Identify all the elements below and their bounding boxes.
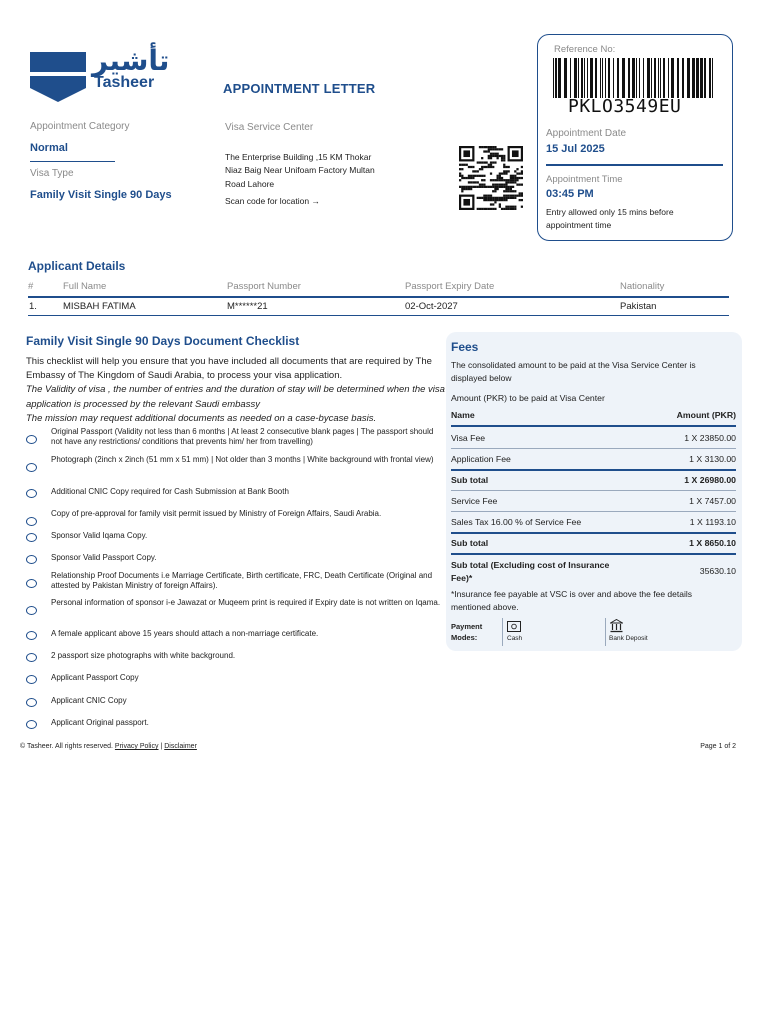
checklist-checkbox[interactable] — [26, 517, 37, 526]
bank-icon — [610, 619, 623, 633]
checklist-checkbox[interactable] — [26, 720, 37, 729]
applicant-row-number: 1. — [29, 301, 37, 312]
fee-row-amount: 1 X 8650.10 — [689, 538, 736, 548]
checklist-item-text: Photograph (2inch x 2inch (51 mm x 51 mm) | Not older than 3 months | White background with frontal view) — [51, 455, 434, 464]
vsc-address-line3: Road Lahore — [225, 179, 275, 189]
checklist-checkbox[interactable] — [26, 631, 37, 640]
fee-row — [451, 532, 736, 552]
checklist-intro — [26, 355, 446, 426]
applicant-row-passport: M******21 — [227, 301, 268, 312]
fee-row-rule — [451, 553, 736, 555]
fees-panel — [446, 332, 742, 651]
fee-row — [451, 427, 736, 447]
disclaimer-link[interactable]: Disclaimer — [164, 743, 197, 750]
location-qr-code[interactable] — [459, 146, 523, 210]
checklist-heading: Family Visit Single 90 Days Document Checklist — [26, 334, 300, 348]
payment-modes-label: Payment Modes: — [451, 622, 483, 642]
appointment-date-value: 15 Jul 2025 — [546, 143, 605, 155]
checklist-item-text: Personal information of sponsor i-e Jawazat or Muqeem print is required if Expiry date is not written on Iqama. — [51, 598, 441, 607]
checklist-checkbox[interactable] — [26, 489, 37, 498]
checklist-checkbox[interactable] — [26, 653, 37, 662]
checklist-checkbox[interactable] — [26, 606, 37, 615]
fee-row-name: Sub total — [451, 538, 489, 548]
payment-divider-2 — [605, 618, 606, 646]
reference-label: Reference No: — [554, 44, 616, 55]
checklist-item-text: Copy of pre-approval for family visit permit issued by Ministry of Foreign Affairs, Saudi Arabia. — [51, 509, 382, 518]
entry-note: Entry allowed only 15 mins before appointment time — [546, 207, 674, 230]
reference-barcode — [553, 58, 715, 98]
payment-divider-1 — [502, 618, 503, 646]
logo-latin-text: Tasheer — [94, 74, 155, 91]
fee-row-name: Application Fee — [451, 454, 511, 464]
page-title: APPOINTMENT LETTER — [223, 81, 376, 96]
col-number: # — [28, 281, 34, 292]
fee-row-amount: 1 X 26980.00 — [684, 475, 736, 485]
vsc-label: Visa Service Center — [225, 122, 314, 133]
applicant-row-name: MISBAH FATIMA — [63, 301, 136, 312]
fee-row-name: Visa Fee — [451, 433, 486, 443]
tasheer-logo-mark — [30, 52, 86, 102]
vsc-address-line2: Niaz Baig Near Unifoam Factory Multan — [225, 165, 375, 175]
applicant-details-heading: Applicant Details — [28, 259, 126, 273]
fee-row-amount: 1 X 23850.00 — [684, 433, 736, 443]
footer-copyright: © Tasheer. All rights reserved. — [20, 743, 113, 750]
category-divider — [30, 161, 115, 162]
appointment-date-label: Appointment Date — [546, 128, 627, 139]
fee-row-amount: 1 X 1193.10 — [689, 517, 736, 527]
insurance-note: *Insurance fee payable at VSC is over and above the fee details mentioned above. — [451, 589, 692, 612]
fee-row-name: Sub total — [451, 475, 489, 485]
privacy-policy-link[interactable]: Privacy Policy — [114, 743, 159, 750]
reference-divider — [546, 164, 723, 166]
checklist-intro-text: This checklist will help you ensure that you have included all documents that are required by The Embassy of The Kingdom of Saudi Arabia, to process your visa application. — [26, 356, 432, 382]
appointment-category-value: Normal — [30, 142, 68, 154]
checklist-intro-mission: The mission may request additional documents as needed on a case-bycase basis. — [26, 412, 377, 424]
footer-left — [20, 743, 197, 750]
checklist-item-text: Sponsor Valid Passport Copy. — [51, 553, 157, 562]
col-passport-expiry: Passport Expiry Date — [405, 281, 495, 292]
payment-mode-bank: Bank Deposit — [609, 635, 648, 642]
checklist-item-text: Applicant CNIC Copy — [51, 696, 127, 705]
applicant-row-rule — [28, 315, 729, 316]
checklist-checkbox[interactable] — [26, 435, 37, 444]
checklist-item-text: Additional CNIC Copy required for Cash Submission at Bank Booth — [51, 487, 289, 496]
checklist-checkbox[interactable] — [26, 675, 37, 684]
checklist-checkbox[interactable] — [26, 463, 37, 472]
col-nationality: Nationality — [620, 281, 665, 292]
tasheer-logo — [30, 44, 170, 104]
reference-box — [537, 34, 733, 241]
checklist-checkbox[interactable] — [26, 579, 37, 588]
checklist-checkbox[interactable] — [26, 555, 37, 564]
vsc-address-line1: The Enterprise Building ,15 KM Thokar — [225, 152, 372, 162]
checklist-item-text: Applicant Original passport. — [51, 718, 149, 727]
fee-row-amount: 1 X 3130.00 — [689, 454, 736, 464]
checklist-item-text: A female applicant above 15 years should attach a non-marriage certificate. — [51, 629, 319, 638]
fees-grand-amount: 35630.10 — [699, 566, 736, 576]
logo-arabic-text: تأشير — [92, 44, 170, 77]
col-passport-number: Passport Number — [227, 281, 301, 292]
checklist-item-text: Relationship Proof Documents i.e Marriage Certificate, Birth certificate, FRC, Death Certificate (Original and attested by Pakistan Ministry of foreign Affairs). — [51, 571, 433, 590]
fee-row — [451, 469, 736, 489]
payment-mode-cash: Cash — [507, 635, 523, 642]
fee-row-name: Service Fee — [451, 496, 498, 506]
col-full-name: Full Name — [63, 281, 107, 292]
page-number: Page 1 of 2 — [700, 743, 736, 750]
checklist-checkbox[interactable] — [26, 533, 37, 542]
applicant-header-rule — [28, 296, 729, 298]
scan-location-text: Scan code for location → — [225, 196, 320, 206]
checklist-item-text: Original Passport (Validity not less than 6 months | At least 2 consecutive blank pages | The passport should not have any restrictions/ conditions that prevents him/ her from travelling) — [51, 427, 434, 446]
fees-amount-label: Amount (PKR) to be paid at Visa Center — [451, 393, 605, 403]
applicant-row-nationality: Pakistan — [620, 301, 657, 312]
checklist-checkbox[interactable] — [26, 698, 37, 707]
fee-row-name: Sales Tax 16.00 % of Service Fee — [451, 517, 582, 527]
visa-type-label: Visa Type — [30, 168, 74, 179]
appointment-time-value: 03:45 PM — [546, 188, 594, 200]
fees-grand-label: Sub total (Excluding cost of Insurance Fee)* — [451, 560, 610, 583]
fee-row — [451, 511, 736, 531]
checklist-item-text: Sponsor Valid Iqama Copy. — [51, 531, 148, 540]
visa-type-value: Family Visit Single 90 Days — [30, 189, 172, 201]
cash-icon — [507, 621, 521, 632]
checklist-item-text: 2 passport size photographs with white background. — [51, 651, 236, 660]
appointment-time-label: Appointment Time — [546, 174, 623, 185]
fees-heading: Fees — [451, 340, 479, 354]
checklist-item-text: Applicant Passport Copy — [51, 673, 139, 682]
applicant-row-expiry: 02-Oct-2027 — [405, 301, 458, 312]
fees-col-name: Name — [451, 410, 475, 420]
appointment-category-label: Appointment Category — [30, 121, 130, 132]
fee-row-amount: 1 X 7457.00 — [689, 496, 736, 506]
reference-code: PKLO3549EU — [568, 96, 682, 117]
fees-col-amount: Amount (PKR) — [676, 410, 736, 420]
fees-note: The consolidated amount to be paid at the Visa Service Center is displayed below — [451, 360, 696, 383]
fee-row — [451, 448, 736, 468]
fee-row — [451, 490, 736, 510]
checklist-intro-validity: The Validity of visa , the number of entries and the duration of stay will be determined when the visa application is processed by the relevant Saudi embassy — [26, 384, 445, 410]
footer-separator: | — [160, 743, 163, 750]
